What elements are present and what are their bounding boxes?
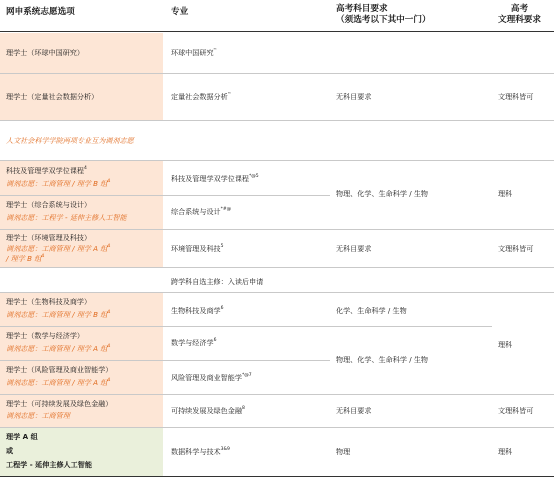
header-major: 专业 [171, 7, 189, 17]
header-subject-requirement: 高考科目要求 （须选考以下其中一门） [336, 4, 431, 25]
table-cell-major: 可持续发展及绿色金融$^8$ [171, 406, 245, 415]
table-cell-major: 生物科技及商学$^6$ [171, 306, 224, 315]
table-cell-stream: 文理科皆可 [498, 92, 534, 101]
table-cell-major: 数据科学与技术$^{3\&9}$ [171, 447, 230, 456]
table-cell-option: 理学士（风险管理及商业智能学） 调剂志愿：工商管理 / 理学 A 组$^\Delta$ [0, 361, 163, 394]
table-cell-stream: 理科 [498, 447, 513, 456]
cross-discipline-note: 跨学科自选主修：入读后申请 [171, 277, 264, 286]
table-cell-major: 环境管理及科技$^5$ [171, 244, 224, 253]
table-cell-subject: 物理、化学、生命科学 / 生物 [336, 355, 429, 364]
table-cell-stream: 理科 [498, 340, 513, 349]
table-cell-option: 理学士（综合系统与设计） 调剂志愿：工程学 - 延伸主修人工智能 [0, 196, 163, 229]
table-cell-subject: 无科目要求 [336, 92, 372, 101]
header-stream-requirement: 高考 文理科要求 [498, 4, 541, 25]
table-cell-subject: 无科目要求 [336, 406, 372, 415]
table-cell-major: 定量社会数据分析$^ᵐ$ [171, 92, 231, 101]
header-application-option: 网申系统志愿选项 [6, 7, 75, 17]
table-cell-subject: 物理 [336, 447, 351, 456]
table-cell-subject: 物理、化学、生命科学 / 生物 [336, 189, 429, 198]
table-cell-option: 科技及管理学双学位课程$^4$ 调剂志愿：工商管理 / 理学 B 组$^\Delta$ [0, 161, 163, 195]
table-cell-major: 综合系统与设计*#@ [171, 207, 232, 216]
table-cell-option: 理学士（定量社会数据分析） [0, 74, 163, 120]
table-cell-major: 环球中国研究$^ᵐ$ [171, 48, 217, 57]
table-cell-stream: 文理科皆可 [498, 244, 534, 253]
table-cell-major: 风险管理及商业智能学$^{*@7}$ [171, 373, 252, 382]
table-cell-option: 理学士（可持续发展及绿色金融） 调剂志愿：工商管理 [0, 395, 163, 427]
table-cell-option: 理学士（环境管理及科技） 调剂志愿：工商管理 / 理学 A 组$^\Delta$ / 理学 B 组$^\Delta$ [0, 230, 163, 267]
table-cell-option: 理学士（数学与经济学） 调剂志愿：工商管理 / 理学 A 组$^\Delta$ [0, 327, 163, 360]
table-bottom-rule [0, 476, 554, 477]
table-cell-subject: 化学、生命科学 / 生物 [336, 306, 407, 315]
transfer-note: 人文社会科学学院两项专业互为调剂志愿 [6, 136, 134, 145]
table-cell-option: 理学士（生物科技及商学） 调剂志愿：工商管理 / 理学 B 组$^\Delta$ [0, 293, 163, 326]
header-rule [0, 31, 554, 32]
table-cell-subject: 无科目要求 [336, 244, 372, 253]
table-cell-option: 理学 A 组 或 工程学 - 延伸主修人工智能 [0, 428, 163, 476]
table-cell-stream: 理科 [498, 189, 513, 198]
table-cell-major: 科技及管理学双学位课程$^{*@5}$ [171, 174, 259, 183]
table-cell-stream: 文理科皆可 [498, 406, 534, 415]
table-cell-major: 数学与经济学$^6$ [171, 338, 217, 347]
table-cell-option: 理学士（环球中国研究） [0, 33, 163, 73]
